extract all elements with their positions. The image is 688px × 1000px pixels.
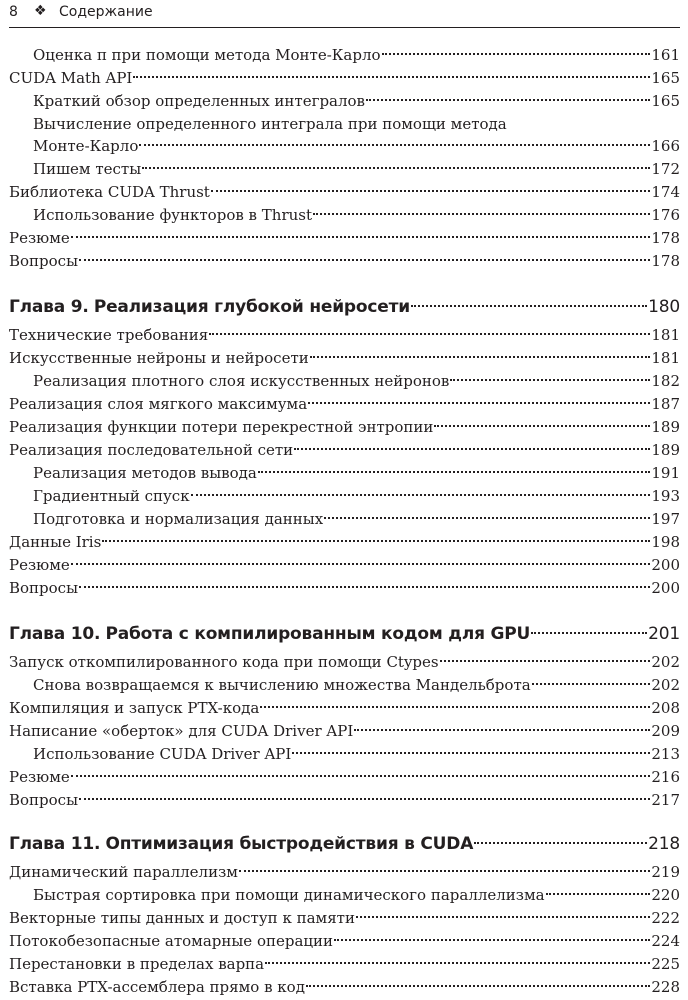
toc-entry[interactable]	[33, 485, 680, 507]
toc-entry[interactable]	[9, 393, 680, 415]
leader-dots	[531, 632, 647, 634]
toc-entry-page: 191	[651, 464, 680, 482]
leader-dots	[239, 870, 650, 872]
leader-dots	[382, 53, 651, 55]
toc-entry[interactable]	[33, 508, 680, 530]
toc-entry-title: Потокобезопасные атомарные операции	[9, 932, 334, 950]
toc-entry-page: 224	[651, 932, 680, 950]
toc-entry[interactable]	[9, 250, 680, 272]
leader-dots	[260, 706, 650, 708]
toc-entry[interactable]	[33, 135, 680, 157]
leader-dots	[356, 916, 650, 918]
toc-entry-page: 200	[651, 556, 680, 574]
toc-entry[interactable]	[9, 531, 680, 553]
toc-entry-title: Вопросы	[9, 579, 79, 597]
toc-entry-title: Краткий обзор определенных интегралов	[33, 92, 365, 110]
toc-entry-page: 201	[648, 624, 680, 644]
leader-dots	[139, 144, 650, 146]
toc-entry-page: 165	[651, 69, 680, 87]
leader-dots	[306, 985, 650, 987]
chapter-label: Глава 9.	[9, 297, 89, 317]
leader-dots	[450, 379, 650, 381]
toc-entry-title: Написание «оберток» для CUDA Driver API	[9, 722, 354, 740]
toc-entry-page: 209	[651, 722, 680, 740]
running-header	[9, 3, 679, 23]
leader-dots	[71, 236, 651, 238]
leader-dots	[324, 517, 650, 519]
toc-entry-page: 166	[651, 137, 680, 155]
toc-entry-title: Реализация методов вывода	[33, 464, 257, 482]
leader-dots	[71, 775, 651, 777]
running-title: Содержание	[59, 4, 153, 20]
toc-entry-title: Запуск откомпилированного кода при помощи Ctypes	[9, 653, 439, 671]
toc-entry-page: 187	[651, 395, 680, 413]
toc-entry[interactable]	[9, 181, 680, 203]
toc-entry-title: Векторные типы данных и доступ к памяти	[9, 909, 355, 927]
toc-entry[interactable]	[9, 907, 680, 929]
toc-entry[interactable]	[9, 416, 680, 438]
toc-entry[interactable]	[33, 674, 680, 696]
leader-dots	[532, 683, 651, 685]
toc-chapter-heading[interactable]	[9, 831, 680, 857]
leader-dots	[434, 425, 650, 427]
toc-entry[interactable]	[9, 953, 680, 975]
toc-entry-page: 202	[651, 653, 680, 671]
toc-entry-page: 176	[651, 206, 680, 224]
leader-dots	[294, 448, 650, 450]
toc-entry-page: 181	[651, 326, 680, 344]
toc-entry-page: 193	[651, 487, 680, 505]
toc-entry[interactable]	[33, 90, 680, 112]
toc-entry[interactable]	[33, 462, 680, 484]
toc-entry-page: 189	[651, 418, 680, 436]
toc-entry-page: 161	[651, 46, 680, 64]
toc-entry-page: 220	[651, 886, 680, 904]
leader-dots	[546, 893, 651, 895]
toc-entry-title: Резюме	[9, 229, 70, 247]
toc-entry-page: 198	[651, 533, 680, 551]
leader-dots	[310, 356, 651, 358]
toc-entry-page: 178	[651, 252, 680, 270]
toc-entry[interactable]	[33, 743, 680, 765]
toc-entry-title: Снова возвращаемся к вычислению множества Мандельброта	[33, 676, 531, 694]
toc-entry-page: 218	[648, 834, 680, 854]
toc-entry[interactable]	[33, 44, 680, 66]
toc-entry[interactable]	[9, 789, 680, 811]
toc-entry-page: 208	[651, 699, 680, 717]
toc-entry[interactable]	[9, 439, 680, 461]
toc-entry[interactable]	[9, 861, 680, 883]
leader-dots	[79, 798, 650, 800]
separator-ornament-icon: ❖	[34, 3, 47, 19]
toc-entry-title: Реализация функции потери перекрестной энтропии	[9, 418, 434, 436]
toc-entry-page: 222	[651, 909, 680, 927]
toc-chapter-heading[interactable]	[9, 621, 680, 647]
leader-dots	[79, 586, 650, 588]
leader-dots	[411, 305, 647, 307]
toc-entry-title: Реализация слоя мягкого максимума	[9, 395, 308, 413]
toc-entry-page: 228	[651, 978, 680, 996]
toc-entry-title: CUDA Math API	[9, 69, 133, 87]
toc-entry-title: Вопросы	[9, 252, 79, 270]
toc-entry[interactable]	[9, 930, 680, 952]
toc-entry[interactable]	[9, 697, 680, 719]
toc-entry[interactable]	[9, 577, 680, 599]
toc-entry-title: Подготовка и нормализация данных	[33, 510, 324, 528]
toc-chapter-heading[interactable]	[9, 294, 680, 320]
leader-dots	[440, 660, 651, 662]
toc-entry-page: 178	[651, 229, 680, 247]
toc-entry-page: 200	[651, 579, 680, 597]
toc-entry-page: 202	[651, 676, 680, 694]
toc-entry-title: Монте-Карло	[33, 137, 139, 155]
toc-entry-title: Вопросы	[9, 791, 79, 809]
chapter-label: Глава 11.	[9, 834, 101, 854]
toc-entry-title: Вычисление определенного интеграла при помощи метода	[33, 115, 507, 133]
toc-entry[interactable]	[9, 227, 680, 249]
toc-entry-page: 182	[651, 372, 680, 390]
toc-entry-title: Библиотека CUDA Thrust	[9, 183, 210, 201]
toc-entry-title: Реализация последовательной сети	[9, 441, 294, 459]
leader-dots	[313, 213, 650, 215]
toc-entry-title: Перестановки в пределах варпа	[9, 955, 265, 973]
toc-entry-title: Резюме	[9, 556, 70, 574]
toc-entry[interactable]	[9, 651, 680, 673]
toc-entry[interactable]	[9, 720, 680, 742]
page-number: 8	[9, 4, 18, 20]
leader-dots	[209, 333, 650, 335]
toc-entry-title: Компиляция и запуск PTX-кода	[9, 699, 260, 717]
chapter-title: Работа с компилированным кодом для GPU	[105, 624, 531, 644]
leader-dots	[265, 962, 650, 964]
toc-entry-title: Градиентный спуск	[33, 487, 190, 505]
toc-entry-page: 225	[651, 955, 680, 973]
toc-entry[interactable]	[9, 347, 680, 369]
toc-entry-title: Искусственные нейроны и нейросети	[9, 349, 309, 367]
toc-entry[interactable]	[33, 158, 680, 180]
toc-entry-title: Вставка PTX-ассемблера прямо в код	[9, 978, 305, 996]
leader-dots	[258, 471, 651, 473]
toc-entry-title: Использование CUDA Driver API	[33, 745, 292, 763]
toc-entry-title: Пишем тесты	[33, 160, 142, 178]
leader-dots	[292, 752, 650, 754]
toc-entry[interactable]	[9, 67, 680, 89]
leader-dots	[71, 563, 651, 565]
toc-entry-title: Динамический параллелизм	[9, 863, 238, 881]
leader-dots	[142, 167, 650, 169]
leader-dots	[211, 190, 651, 192]
toc-entry-title: Данные Iris	[9, 533, 102, 551]
toc-entry[interactable]	[9, 554, 680, 576]
toc-entry[interactable]	[9, 766, 680, 788]
leader-dots	[354, 729, 650, 731]
toc-entry-page: 217	[651, 791, 680, 809]
leader-dots	[366, 99, 650, 101]
leader-dots	[334, 939, 650, 941]
toc-entry-page: 216	[651, 768, 680, 786]
toc-entry-title: Быстрая сортировка при помощи динамического параллелизма	[33, 886, 545, 904]
toc-entry-page: 189	[651, 441, 680, 459]
leader-dots	[308, 402, 650, 404]
leader-dots	[133, 76, 650, 78]
toc-entry-title: Реализация плотного слоя искусственных нейронов	[33, 372, 450, 390]
toc-entry-title: Технические требования	[9, 326, 209, 344]
toc-entry[interactable]	[33, 884, 680, 906]
toc-entry-page: 219	[651, 863, 680, 881]
chapter-title: Реализация глубокой нейросети	[93, 297, 410, 317]
toc-entry-title: Резюме	[9, 768, 70, 786]
toc-entry[interactable]	[9, 976, 680, 998]
toc-entry-page: 172	[651, 160, 680, 178]
toc-entry-title: Использование функторов в Thrust	[33, 206, 312, 224]
chapter-title: Оптимизация быстродействия в CUDA	[105, 834, 474, 854]
toc-entry-title: Оценка π при помощи метода Монте-Карло	[33, 46, 381, 64]
toc-entry-page: 197	[651, 510, 680, 528]
toc-entry-page: 180	[648, 297, 680, 317]
header-rule	[9, 27, 680, 28]
chapter-label: Глава 10.	[9, 624, 101, 644]
toc-entry-line[interactable]	[33, 113, 680, 135]
leader-dots	[474, 842, 647, 844]
toc-entry[interactable]	[9, 324, 680, 346]
toc-entry-page: 165	[651, 92, 680, 110]
toc-entry[interactable]	[33, 204, 680, 226]
toc-entry-page: 213	[651, 745, 680, 763]
leader-dots	[191, 494, 651, 496]
leader-dots	[79, 259, 650, 261]
toc-entry-page: 181	[651, 349, 680, 367]
toc-entry[interactable]	[33, 370, 680, 392]
toc-entry-page: 174	[651, 183, 680, 201]
leader-dots	[102, 540, 650, 542]
